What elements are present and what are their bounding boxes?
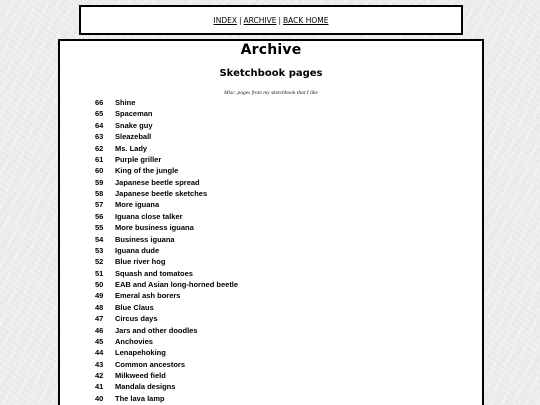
nav-back-home-link[interactable]: BACK HOME [283, 15, 329, 25]
entry-number: 43 [95, 359, 104, 369]
list-item [95, 177, 238, 188]
entry-title-link[interactable]: Common ancestors [115, 359, 186, 369]
section-title: Sketchbook pages [219, 68, 323, 79]
list-item [95, 143, 238, 154]
list-item [95, 154, 238, 165]
list-item [95, 165, 238, 176]
list-item [95, 97, 238, 108]
entry-title-link[interactable]: Anchovies [115, 336, 153, 346]
entry-title-link[interactable]: Japanese beetle sketches [115, 189, 208, 198]
entry-number: 65 [95, 109, 104, 119]
entry-number: 61 [95, 154, 104, 164]
entry-title-link[interactable]: Japanese beetle spread [115, 177, 200, 187]
entry-number: 40 [95, 393, 104, 403]
entry-number: 41 [95, 382, 104, 392]
list-item [95, 268, 238, 279]
list-item [95, 359, 238, 370]
nav-index-link[interactable]: INDEX [213, 15, 238, 25]
list-item [95, 256, 238, 267]
list-item [95, 188, 238, 199]
entry-title-link[interactable]: Milkweed field [115, 371, 166, 380]
section-subtitle: Misc. pages from my sketchbook that I like [224, 90, 318, 96]
nav-separator: | [278, 15, 282, 25]
list-item [95, 313, 238, 324]
list-item [95, 325, 238, 336]
entry-title-link[interactable]: Business iguana [115, 234, 175, 244]
list-item [95, 393, 238, 404]
entry-title-link[interactable]: Jars and other doodles [115, 325, 198, 335]
entry-number: 51 [95, 268, 104, 278]
entry-number: 48 [95, 302, 104, 312]
list-item [95, 108, 238, 119]
list-item [95, 199, 238, 210]
entry-number: 46 [95, 325, 104, 335]
top-nav [79, 5, 463, 35]
entry-number: 49 [95, 291, 104, 301]
entry-title-link[interactable]: Blue Claus [115, 302, 154, 312]
entry-title-link[interactable]: Ms. Lady [115, 143, 148, 153]
entry-title-link[interactable]: Blue river hog [115, 257, 166, 267]
entry-number: 42 [95, 371, 104, 380]
entry-title-link[interactable]: Iguana close talker [115, 211, 183, 221]
list-item [95, 336, 238, 347]
entry-title-link[interactable]: Snake guy [115, 120, 153, 130]
list-item [95, 211, 238, 222]
entry-title-link[interactable]: King of the jungle [115, 166, 179, 176]
entry-title-link[interactable]: Purple griller [115, 154, 162, 164]
entry-number: 57 [95, 200, 104, 210]
archive-panel [58, 39, 484, 405]
entry-title-link[interactable]: Emeral ash borers [115, 291, 181, 301]
list-item [95, 381, 238, 392]
entry-number: 60 [95, 166, 104, 176]
entry-title-link[interactable]: More iguana [115, 200, 160, 210]
entry-number: 50 [95, 280, 104, 289]
entry-number: 52 [95, 257, 104, 267]
entry-title-link[interactable]: Mandala designs [115, 382, 176, 392]
nav-separator: | [239, 15, 242, 25]
entry-number: 54 [95, 234, 104, 244]
entry-number: 45 [95, 336, 104, 346]
entry-number: 63 [95, 132, 104, 142]
entry-number: 47 [95, 314, 104, 324]
nav-archive-link[interactable]: ARCHIVE [243, 15, 277, 25]
entry-number: 64 [95, 120, 104, 130]
entry-number: 56 [95, 211, 104, 221]
list-item [95, 290, 238, 301]
entry-title-link[interactable]: Lenapehoking [115, 348, 166, 358]
entry-title-link[interactable]: Sleazeball [115, 132, 152, 142]
page-title: Archive [240, 42, 302, 58]
list-item [95, 131, 238, 142]
entry-title-link[interactable]: Squash and tomatoes [115, 268, 193, 278]
list-item [95, 120, 238, 131]
entry-number: 66 [95, 98, 104, 107]
entry-number: 58 [95, 189, 104, 198]
list-item [95, 234, 238, 245]
list-item [95, 302, 238, 313]
entry-number: 59 [95, 177, 104, 187]
list-item [95, 370, 238, 381]
entry-title-link[interactable]: Iguana dude [115, 245, 160, 255]
entry-title-link[interactable]: Spaceman [115, 109, 153, 119]
list-item [95, 222, 238, 233]
entry-number: 55 [95, 223, 104, 233]
entry-number: 62 [95, 143, 104, 153]
list-item [95, 347, 238, 358]
entry-list [95, 97, 238, 404]
entry-title-link[interactable]: The lava lamp [115, 393, 165, 403]
entry-title-link[interactable]: EAB and Asian long-horned beetle [115, 280, 239, 289]
entry-title-link[interactable]: Shine [115, 98, 136, 107]
entry-number: 53 [95, 245, 104, 255]
entry-title-link[interactable]: More business iguana [115, 223, 194, 233]
entry-title-link[interactable]: Circus days [115, 314, 158, 324]
entry-number: 44 [95, 348, 104, 358]
list-item [95, 279, 238, 290]
list-item [95, 245, 238, 256]
